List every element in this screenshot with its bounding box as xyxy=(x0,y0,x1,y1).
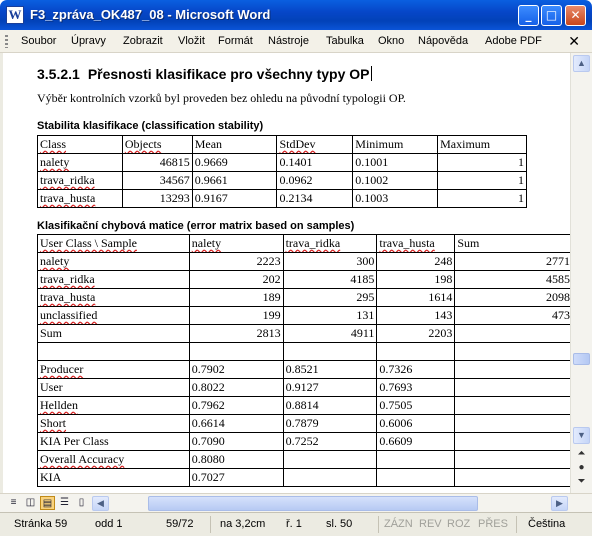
table-cell: 0.8022 xyxy=(189,379,283,397)
table-cell: 0.7090 xyxy=(189,433,283,451)
menu-zobrazit[interactable]: Zobrazit xyxy=(123,35,163,47)
view-bar xyxy=(0,493,592,512)
table-cell: 189 xyxy=(189,289,283,307)
menu-adobe-pdf[interactable]: Adobe PDF xyxy=(485,35,542,47)
table-row-empty xyxy=(38,343,571,361)
table-row xyxy=(38,379,571,397)
table-cell: Overall Accuracy xyxy=(38,451,190,469)
table-row xyxy=(38,253,571,271)
menu-format[interactable]: Formát xyxy=(218,35,253,47)
table-cell xyxy=(377,469,455,487)
reading-layout-icon[interactable]: ▯ xyxy=(78,497,85,508)
scroll-right-button[interactable]: ▶ xyxy=(551,496,568,511)
table-cell xyxy=(283,469,377,487)
table-cell xyxy=(377,343,455,361)
table2-title: Klasifikační chybová matice (error matrix based on samples) xyxy=(37,220,355,232)
table-cell: 2098 xyxy=(455,289,570,307)
table-cell xyxy=(455,325,570,343)
table-cell xyxy=(283,343,377,361)
table-row xyxy=(38,154,527,172)
menu-nastroje[interactable]: Nástroje xyxy=(268,35,309,47)
table-cell: unclassified xyxy=(38,307,190,325)
status-line: ř. 1 xyxy=(286,518,302,530)
table-cell: 34567 xyxy=(122,172,192,190)
menu-soubor[interactable]: Soubor xyxy=(21,35,57,47)
table-cell xyxy=(455,415,570,433)
table-header-cell: Sum xyxy=(455,235,570,253)
table-cell: 0.1001 xyxy=(353,154,438,172)
table-header-cell: Class xyxy=(38,136,123,154)
table-cell: Hellden xyxy=(38,397,190,415)
status-section: odd 1 xyxy=(95,518,123,530)
table-row xyxy=(38,307,571,325)
table-cell: 0.7879 xyxy=(283,415,377,433)
table-cell xyxy=(189,343,283,361)
table-cell xyxy=(455,343,570,361)
table-cell: 0.9167 xyxy=(192,190,277,208)
status-bar xyxy=(0,512,592,536)
scroll-left-button[interactable]: ◀ xyxy=(92,496,109,511)
vertical-scrollbar[interactable] xyxy=(570,53,592,493)
table-cell: 0.1002 xyxy=(353,172,438,190)
table-cell xyxy=(455,379,570,397)
close-document-icon[interactable]: ✕ xyxy=(568,33,580,49)
table-header-cell: Objects xyxy=(122,136,192,154)
text-cursor xyxy=(371,66,372,81)
horizontal-scrollbar[interactable] xyxy=(92,496,568,511)
table-cell: 131 xyxy=(283,307,377,325)
table-cell: 0.9669 xyxy=(192,154,277,172)
table-cell: 0.7505 xyxy=(377,397,455,415)
status-mode-overtype[interactable]: PŘES xyxy=(478,518,508,530)
minimize-button[interactable]: _ xyxy=(518,5,539,26)
table-cell: 2203 xyxy=(377,325,455,343)
stability-table xyxy=(37,135,527,208)
table-cell: 0.7962 xyxy=(189,397,283,415)
table-cell: 1614 xyxy=(377,289,455,307)
table-cell: 0.7693 xyxy=(377,379,455,397)
title-bar xyxy=(0,0,592,30)
table-cell: 0.1401 xyxy=(277,154,353,172)
browse-object-icon[interactable]: ● xyxy=(578,462,585,473)
table-header-row xyxy=(38,136,527,154)
table-cell: trava_husta xyxy=(38,289,190,307)
table-header-row xyxy=(38,235,571,253)
table-cell xyxy=(38,343,190,361)
table-row xyxy=(38,271,571,289)
table-cell: 199 xyxy=(189,307,283,325)
table-cell: 0.7252 xyxy=(283,433,377,451)
table-header-cell: StdDev xyxy=(277,136,353,154)
table-cell: 1 xyxy=(438,172,527,190)
status-page-count: 59/72 xyxy=(166,518,194,530)
table-cell: 0.6609 xyxy=(377,433,455,451)
table-cell: trava_ridka xyxy=(38,172,123,190)
table-cell: 1 xyxy=(438,154,527,172)
table-cell: Producer xyxy=(38,361,190,379)
table-cell: 2771 xyxy=(455,253,570,271)
menu-okno[interactable]: Okno xyxy=(378,35,405,47)
table-cell: 198 xyxy=(377,271,455,289)
status-language[interactable]: Čeština xyxy=(528,518,566,530)
table-header-cell: Minimum xyxy=(353,136,438,154)
scroll-down-button[interactable]: ▼ xyxy=(573,427,590,444)
status-separator xyxy=(378,516,379,533)
table-cell xyxy=(455,433,570,451)
table-cell xyxy=(455,469,570,487)
status-column: sl. 50 xyxy=(326,518,353,530)
window-title: F3_zpráva_OK487_08 - Microsoft Word xyxy=(30,7,271,22)
table-header-cell: trava_ridka xyxy=(283,235,377,253)
heading-text: Přesnosti klasifikace pro všechny typy OP xyxy=(87,66,370,82)
table-cell: 0.7902 xyxy=(189,361,283,379)
table-row xyxy=(38,190,527,208)
table-row xyxy=(38,451,571,469)
table-cell: 0.8814 xyxy=(283,397,377,415)
table-cell: trava_husta xyxy=(38,190,123,208)
table-cell: 2223 xyxy=(189,253,283,271)
vertical-scroll-thumb[interactable] xyxy=(573,353,590,365)
table-cell: nalety xyxy=(38,253,190,271)
close-button[interactable]: ✕ xyxy=(565,5,586,26)
normal-view-icon[interactable]: ≡ xyxy=(10,497,17,508)
table-header-cell: Mean xyxy=(192,136,277,154)
table-header-cell: nalety xyxy=(189,235,283,253)
table-cell xyxy=(377,451,455,469)
intro-paragraph: Výběr kontrolních vzorků byl proveden bez ohledu na původní typologii OP. xyxy=(37,91,406,105)
table-row xyxy=(38,415,571,433)
status-page: Stránka 59 xyxy=(14,518,68,530)
status-position: na 3,2cm xyxy=(220,518,266,530)
table-cell: 473 xyxy=(455,307,570,325)
table-cell: 0.8080 xyxy=(189,451,283,469)
table-header-cell: Maximum xyxy=(438,136,527,154)
status-separator xyxy=(516,516,517,533)
table-row xyxy=(38,469,571,487)
horizontal-scroll-thumb[interactable] xyxy=(148,496,478,511)
table-cell xyxy=(283,451,377,469)
table-cell: 4585 xyxy=(455,271,570,289)
table-row xyxy=(38,397,571,415)
table-cell: User xyxy=(38,379,190,397)
table-cell: Sum xyxy=(38,325,190,343)
menu-napoveda[interactable]: Nápověda xyxy=(418,35,469,47)
table-header-cell: trava_husta xyxy=(377,235,455,253)
menu-vlozit[interactable]: Vložit xyxy=(178,35,205,47)
table-cell: nalety xyxy=(38,154,123,172)
status-mode-extend[interactable]: ROZ xyxy=(447,518,471,530)
table-cell: 0.6006 xyxy=(377,415,455,433)
table-cell: 0.6614 xyxy=(189,415,283,433)
table-cell: 46815 xyxy=(122,154,192,172)
table-cell: 4185 xyxy=(283,271,377,289)
outline-view-icon[interactable]: ☰ xyxy=(60,497,69,508)
word-app-icon[interactable]: W xyxy=(6,6,24,24)
table-cell xyxy=(455,451,570,469)
table-cell: 0.1003 xyxy=(353,190,438,208)
next-page-icon[interactable]: ⏷ xyxy=(577,476,586,487)
menu-upravy[interactable]: Úpravy xyxy=(71,35,106,47)
table-cell: 4911 xyxy=(283,325,377,343)
maximize-button[interactable]: □ xyxy=(541,5,562,26)
table-cell: 0.9661 xyxy=(192,172,277,190)
table-cell: 1 xyxy=(438,190,527,208)
print-layout-icon[interactable]: ▤ xyxy=(40,496,55,510)
table-header-cell: User Class \ Sample xyxy=(38,235,190,253)
table-cell: 0.7027 xyxy=(189,469,283,487)
table-cell xyxy=(455,361,570,379)
section-heading xyxy=(37,66,372,82)
web-layout-icon[interactable]: ◫ xyxy=(25,497,36,508)
scroll-up-button[interactable]: ▲ xyxy=(573,55,590,72)
table-row xyxy=(38,289,571,307)
table-row xyxy=(38,433,571,451)
table-cell: KIA xyxy=(38,469,190,487)
table-cell: 13293 xyxy=(122,190,192,208)
menu-tabulka[interactable]: Tabulka xyxy=(326,35,364,47)
table-cell: 248 xyxy=(377,253,455,271)
table-cell: 0.9127 xyxy=(283,379,377,397)
table-cell: 143 xyxy=(377,307,455,325)
table-cell xyxy=(455,397,570,415)
heading-number: 3.5.2.1 xyxy=(37,66,80,82)
table-row xyxy=(38,361,571,379)
status-separator xyxy=(210,516,211,533)
table-row xyxy=(38,172,527,190)
table-cell: 0.2134 xyxy=(277,190,353,208)
table-row xyxy=(38,325,571,343)
table-cell: 300 xyxy=(283,253,377,271)
table-cell: 295 xyxy=(283,289,377,307)
table-cell: 2813 xyxy=(189,325,283,343)
menu-bar xyxy=(0,30,592,53)
table-cell: 0.7326 xyxy=(377,361,455,379)
table-cell: trava_ridka xyxy=(38,271,190,289)
status-mode-revisions[interactable]: REV xyxy=(419,518,442,530)
table-cell: 0.0962 xyxy=(277,172,353,190)
table-cell: 202 xyxy=(189,271,283,289)
table-cell: KIA Per Class xyxy=(38,433,190,451)
previous-page-icon[interactable]: ⏶ xyxy=(577,448,586,459)
menu-grip-handle[interactable] xyxy=(5,35,8,48)
table-cell: 0.8521 xyxy=(283,361,377,379)
error-matrix-table xyxy=(37,234,570,487)
table-cell: Short xyxy=(38,415,190,433)
status-mode-record[interactable]: ZÁZN xyxy=(384,518,413,530)
table1-title: Stabilita klasifikace (classification stability) xyxy=(37,120,264,132)
document-area[interactable] xyxy=(0,53,570,493)
